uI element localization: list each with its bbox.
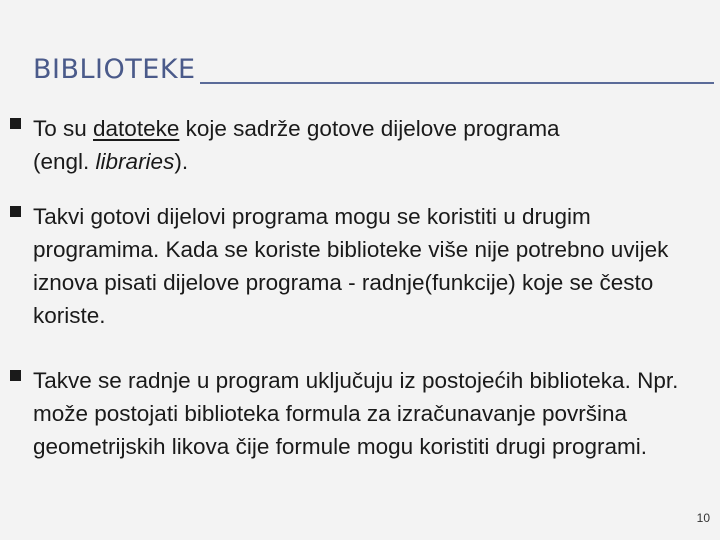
square-bullet-icon	[10, 206, 21, 217]
square-bullet-icon	[10, 118, 21, 129]
bullet-text-segment: koje sadrže gotove dijelove programa	[179, 116, 560, 141]
bullet-italic-term: libraries	[95, 149, 175, 174]
bullet-text: Takvi gotovi dijelovi programa mogu se koristiti u drugim programima. Kada se koriste biblioteke više nije potrebno uvijek iznova pisati dijelove programa - radnje(funkcije) koje se često koriste.	[33, 204, 669, 328]
bullet-text: Takve se radnje u program uključuju iz postojećih biblioteka. Npr. može postojati biblioteka formula za izračunavanje površina geometrijskih likova čije formule mogu koristiti drugi programi.	[33, 368, 679, 459]
bullet-text-segment: (engl.	[33, 149, 96, 174]
bullet-text	[33, 112, 708, 178]
title-underline	[200, 82, 714, 84]
slide-title: BIBLIOTEKE	[33, 54, 196, 85]
square-bullet-icon	[10, 370, 21, 381]
bullet-text-segment: To su	[33, 116, 94, 141]
page-number: 10	[696, 511, 710, 525]
bullet-text-segment: ).	[174, 149, 189, 174]
datoteke-link[interactable]: datoteke	[93, 116, 180, 141]
